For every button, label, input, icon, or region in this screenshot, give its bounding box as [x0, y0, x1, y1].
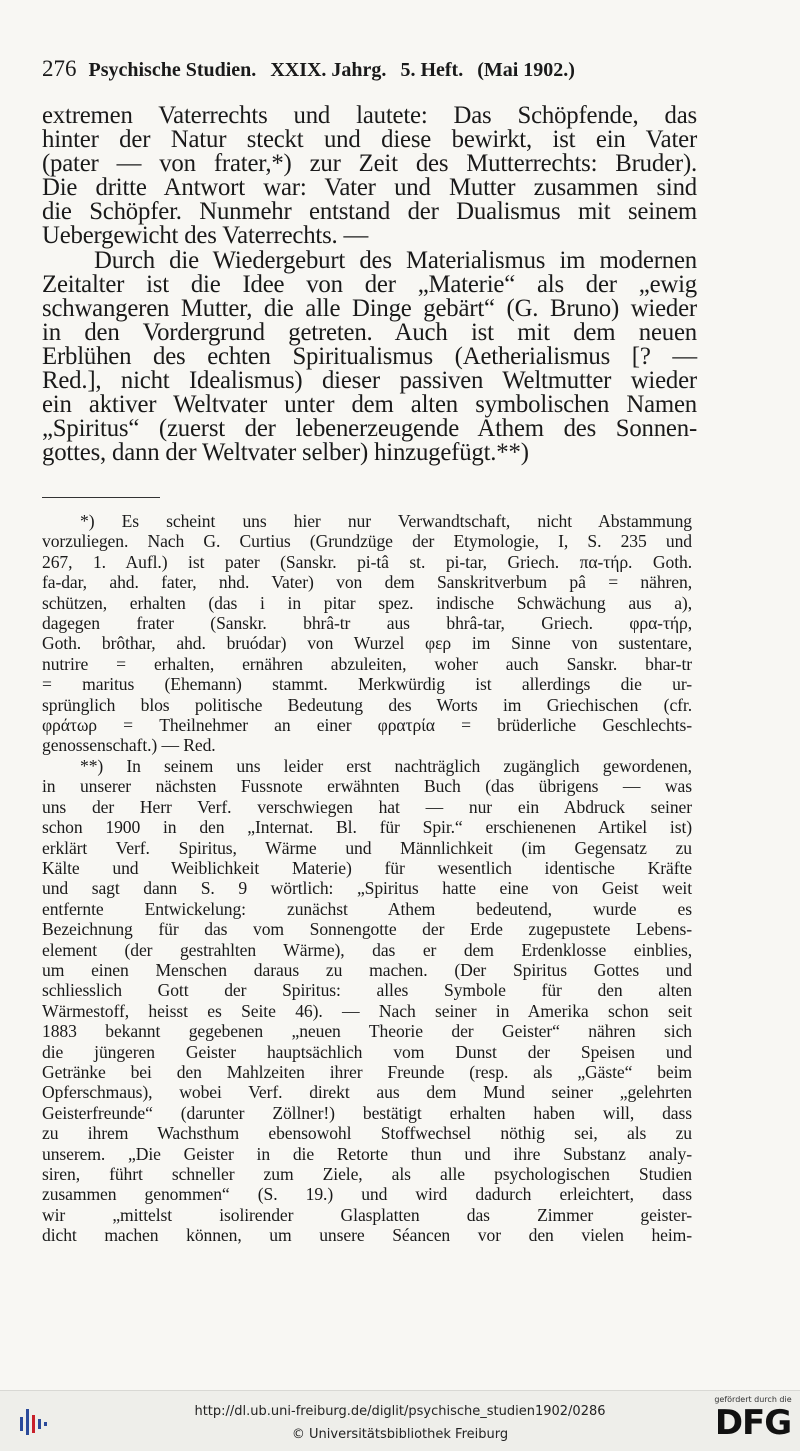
footnote-line: = maritus (Ehemann) stammt. Merkwürdig ist allerdings die ur- — [42, 674, 692, 695]
footnote-divider — [42, 497, 160, 498]
footnote-line: sprünglich blos politische Bedeutung des Worts im Griechischen (cfr. — [42, 694, 692, 715]
footnote-line: die jüngeren Geister hauptsächlich vom Dunst der Speisen und — [42, 1041, 692, 1062]
text-line: ein aktiver Weltvater unter dem alten symbolischen Namen — [42, 391, 697, 419]
text-line: schwangeren Mutter, die alle Dinge gebärt“ (G. Bruno) wieder — [42, 294, 697, 322]
footnote-line: schliesslich Gott der Spiritus: alles Symbole für den alten — [42, 980, 692, 1001]
footnote-line: schützen, erhalten (das i in pitar spez. indische Schwächung aus a), — [42, 592, 692, 613]
footnote-line: Kälte und Weiblichkeit Materie) für wesentlich identische Kräfte — [42, 857, 692, 878]
dfg-logo-text: DFG — [714, 1403, 792, 1443]
issue-date: (Mai 1902.) — [477, 59, 575, 81]
text-line: (pater — von frater,*) zur Zeit des Mutterrechts: Bruder). — [42, 150, 697, 178]
dfg-logo — [712, 1395, 794, 1447]
text-line: Red.], nicht Idealismus) dieser passiven Weltmutter wieder — [42, 367, 697, 395]
footnote-line: *) Es scheint uns hier nur Verwandtschaft, nicht Abstammung — [80, 511, 692, 531]
footnote-line: erklärt Verf. Spiritus, Wärme und Männlichkeit (im Gegensatz zu — [42, 837, 692, 858]
footnote-line: nutrire = erhalten, ernähren abzuleiten, woher auch Sanskr. bhar-tr — [42, 653, 692, 674]
footnote-line: 267, 1. Aufl.) ist pater (Sanskr. pi-tâ st. pi-tar, Griech. πα-τήρ. Goth. — [42, 551, 692, 572]
footnote-line: **) In seinem uns leider erst nachträglich zugänglich gewordenen, — [80, 755, 692, 776]
source-url[interactable]: http://dl.ub.uni-freiburg.de/diglit/psychische_studien1902/0286 — [194, 1404, 606, 1419]
footnote-line: siren, führt schneller zum Ziele, als alle psychologischen Studien — [42, 1164, 692, 1184]
footnotes — [42, 511, 692, 1246]
footnote-line: Opferschmaus), wobei Verf. direkt aus dem Mund seiner „gelehrten — [42, 1082, 692, 1103]
footnote-line: zusammen genommen“ (S. 19.) und wird dadurch erleichtert, dass — [42, 1184, 692, 1205]
footnote-line: vorzuliegen. Nach G. Curtius (Grundzüge der Etymologie, I, S. 235 und — [42, 531, 692, 552]
footnote-line: entfernte Entwickelung: zunächst Athem bedeutend, wurde es — [42, 898, 692, 919]
footnote-line: und sagt dann S. 9 wörtlich: „Spiritus hatte eine von Geist weit — [42, 878, 692, 899]
text-line: Uebergewicht des Vaterrechts. — — [42, 222, 369, 250]
page-number: 276 — [42, 56, 77, 81]
text-line: Erblühen des echten Spiritualismus (Aetherialismus [? — — [42, 342, 697, 370]
footnote-line: in unserer nächsten Fussnote erwähnten Buch (das übrigens — was — [42, 776, 692, 797]
footnote-line: dagegen frater (Sanskr. bhrâ-tr aus bhrâ-tar, Griech. φρα-τήρ, — [42, 613, 692, 634]
footnote-line: um einen Menschen daraus zu machen. (Der Spiritus Gottes und — [42, 959, 692, 980]
footnote-line: dicht machen können, um unsere Séancen vor den vielen heim- — [42, 1225, 692, 1246]
footnote-line: Getränke bei den Mahlzeiten ihrer Freunde (resp. als „Gäste“ beim — [42, 1061, 692, 1082]
dfg-caption: gefördert durch die — [714, 1395, 792, 1404]
journal-title: Psychische Studien. — [88, 59, 257, 81]
footnote-line: wir „mittelst isolirender Glasplatten das Zimmer geister- — [42, 1204, 692, 1225]
text-line: in den Vordergrund getreten. Auch ist mit dem neuen — [42, 318, 697, 346]
footnote-line: 1883 bekannt gegebenen „neuen Theorie der Geister“ nähren sich — [42, 1021, 692, 1042]
issue: 5. Heft. — [400, 59, 464, 81]
footnote-line: Wärmestoff, heisst es Seite 46). — Nach seiner in Amerika schon seit — [42, 1000, 692, 1021]
footnote-line: Geisterfreunde“ (darunter Zöllner!) bestätigt erhalten haben will, dass — [42, 1102, 692, 1123]
footnote-line: fa-dar, ahd. fater, nhd. Vater) von dem Sanskritverbum pâ = nähren, — [42, 572, 692, 593]
text-line: extremen Vaterrechts und lautete: Das Schöpfende, das — [42, 102, 697, 129]
footnote-line: φράτωρ = Theilnehmer an einer φρατρία = brüderliche Geschlechts- — [42, 715, 692, 736]
footnote-line: genossenschaft.) — Red. — [42, 735, 216, 756]
footnote-line: uns der Herr Verf. verschwiegen hat — nur ein Abdruck seiner — [42, 796, 692, 817]
text-line: „Spiritus“ (zuerst der lebenerzeugende Athem des Sonnen- — [42, 415, 697, 443]
text-line: hinter der Natur steckt und diese bewirkt, ist ein Vater — [42, 126, 697, 154]
footnote-line: element (der gestrahlten Wärme), das er dem Erdenklosse einblies, — [42, 939, 692, 960]
footnote-line: Bezeichnung für das vom Sonnengotte der Erde zugepustete Lebens- — [42, 919, 692, 940]
page-header — [42, 56, 762, 82]
text-line: Die dritte Antwort war: Vater und Mutter zusammen sind — [42, 174, 697, 202]
text-line: gottes, dann der Weltvater selber) hinzugefügt.**) — [42, 439, 529, 467]
text-line: die Schöpfer. Nunmehr entstand der Dualismus mit seinem — [42, 198, 697, 226]
text-line: Durch die Wiedergeburt des Materialismus im modernen — [94, 246, 697, 274]
footnote-line: unserem. „Die Geister in die Retorte thun und ihre Substanz analy- — [42, 1143, 692, 1164]
copyright-notice: © Universitätsbibliothek Freiburg — [291, 1427, 509, 1442]
text-line: Zeitalter ist die Idee von der „Materie“ als der „ewig — [42, 270, 697, 298]
footnote-line: Goth. brôthar, ahd. bruódar) von Wurzel φερ im Sinne von sustentare, — [42, 633, 692, 654]
viewer-footer — [0, 1390, 800, 1451]
volume: XXIX. Jahrg. — [270, 59, 387, 81]
footnote-line: zu ihrem Wachsthum ebensowohl Stoffwechsel nöthig sei, als zu — [42, 1123, 692, 1144]
footnote-line: schon 1900 in den „Internat. Bl. für Spir.“ erschienenen Artikel ist) — [42, 817, 692, 838]
main-text — [42, 104, 697, 465]
